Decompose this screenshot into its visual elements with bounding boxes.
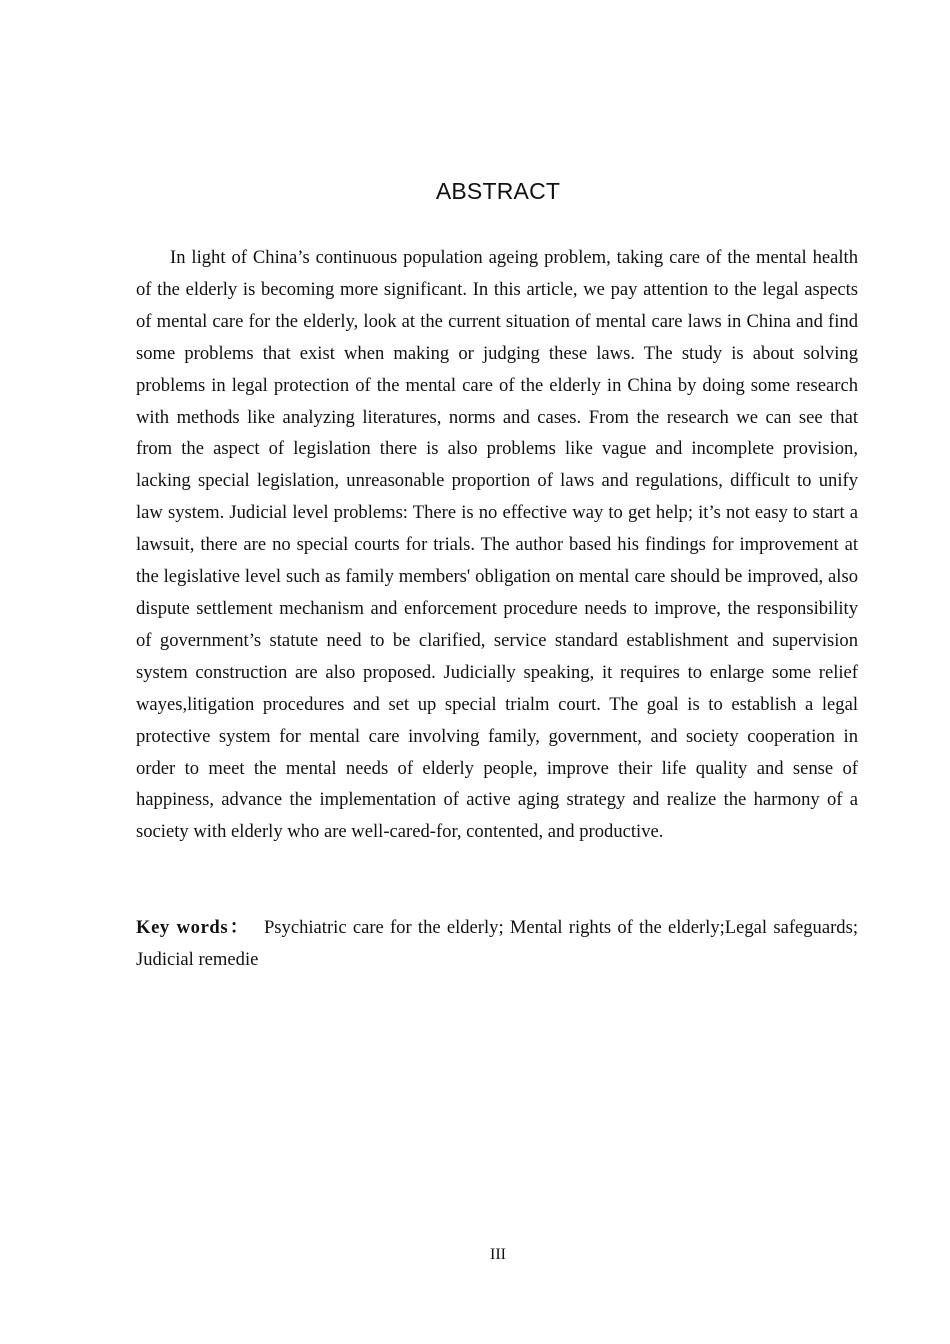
keywords-colon: ： [228,917,250,938]
keywords-label: Key words [136,917,229,938]
keywords-line [136,912,858,976]
page-number: III [490,1246,506,1263]
abstract-paragraph: In light of China’s continuous population ageing problem, taking care of the mental health of the elderly is becoming more significant. In this article, we pay attention to the legal aspects of mental care for the elderly, look at the current situation of mental care laws in China and find some problems that exist when making or judging these laws. The study is about solving problems in legal protection of the mental care of the elderly in China by doing some research with methods like analyzing literatures, norms and cases. From the research we can see that from the aspect of legislation there is also problems like vague and incomplete provision, lacking special legislation, unreasonable proportion of laws and regulations, difficult to unify law system. Judicial level problems: There is no effective way to get help; it’s not easy to start a lawsuit, there are no special courts for trials. The author based his findings for improvement at the legislative level such as family members' obligation on mental care should be improved, also dispute settlement mechanism and enforcement procedure needs to improve, the responsibility of government’s statute need to be clarified, service standard establishment and supervision system construction are also proposed. Judicially speaking, it requires to enlarge some relief wayes,litigation procedures and set up special trialm court. The goal is to establish a legal protective system for mental care involving family, government, and society cooperation in order to meet the mental needs of elderly people, improve their life quality and sense of happiness, advance the implementation of active aging strategy and realize the harmony of a society with elderly who are well-cared-for, contented, and productive. [136,247,858,843]
keywords-text: Psychiatric care for the elderly; Mental rights of the elderly;Legal safeguards; Judicial remedie [136,917,858,970]
abstract-title: ABSTRACT [435,178,561,204]
